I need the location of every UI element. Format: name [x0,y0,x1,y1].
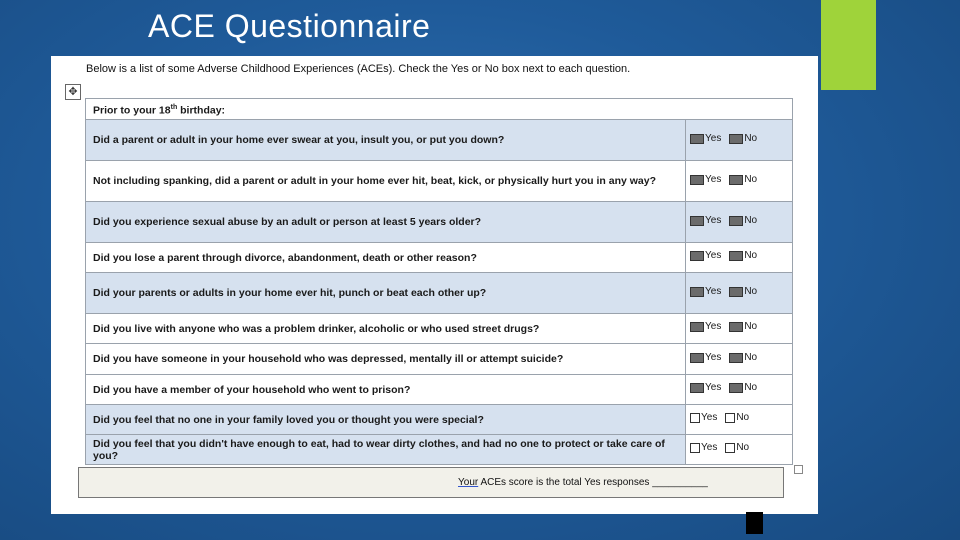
answer-cell [686,161,793,202]
yes-label: Yes [705,132,722,144]
question-row [86,202,793,243]
no-label: No [744,173,758,185]
table-header-cell [86,99,793,120]
no-label: No [744,132,758,144]
yes-option[interactable] [690,321,721,333]
no-label: No [744,214,758,226]
question-row [86,243,793,273]
yes-label: Yes [705,173,722,185]
no-option[interactable] [729,133,757,145]
question-text: Did you live with anyone who was a problem drinker, alcoholic or who used street drugs? [86,314,686,344]
no-checkbox[interactable] [725,413,735,423]
yes-option[interactable] [690,382,721,394]
yes-label: Yes [705,250,722,261]
score-box [78,467,784,498]
question-row [86,161,793,202]
yes-checkbox[interactable] [690,134,704,144]
yes-option[interactable] [690,215,721,227]
yes-option[interactable] [690,286,721,298]
question-row [86,375,793,405]
no-checkbox[interactable] [729,353,743,363]
table-header-row [86,99,793,120]
yes-checkbox[interactable] [690,413,700,423]
yes-label: Yes [705,351,722,363]
header-suffix: birthday: [177,104,226,117]
yes-checkbox[interactable] [690,443,700,453]
question-text: Did you have someone in your household who was depressed, mentally ill or attempt suicide? [86,344,686,375]
yes-checkbox[interactable] [690,353,704,363]
question-row [86,435,793,465]
no-option[interactable] [725,442,749,454]
questionnaire-document [51,56,818,514]
yes-option[interactable] [690,174,721,186]
question-row [86,314,793,344]
question-row [86,344,793,375]
answer-cell [686,314,793,344]
answer-cell [686,375,793,405]
yes-checkbox[interactable] [690,216,704,226]
header-prefix: Prior to your 18 [93,104,171,117]
no-option[interactable] [729,215,757,227]
no-checkbox[interactable] [729,251,743,261]
yes-checkbox[interactable] [690,251,704,261]
yes-label: Yes [701,442,718,453]
yes-checkbox[interactable] [690,383,704,393]
no-checkbox[interactable] [729,287,743,297]
question-text: Did you feel that no one in your family loved you or thought you were special? [86,405,686,435]
yes-option[interactable] [690,133,721,145]
score-text [458,477,708,488]
yes-label: Yes [705,321,722,332]
no-label: No [736,412,750,423]
questionnaire-table [85,98,793,465]
question-text: Not including spanking, did a parent or adult in your home ever hit, beat, kick, or physically hurt you in any way? [86,161,686,202]
no-checkbox[interactable] [729,383,743,393]
yes-checkbox[interactable] [690,287,704,297]
no-label: No [744,351,758,363]
question-row [86,273,793,314]
no-option[interactable] [729,352,757,364]
question-text: Did you feel that you didn't have enough to eat, had to wear dirty clothes, and had no one to protect or take care of you? [86,435,686,465]
yes-option[interactable] [690,442,717,454]
yes-label: Yes [705,214,722,226]
no-checkbox[interactable] [729,175,743,185]
black-marker [746,512,763,534]
no-label: No [744,382,758,393]
yes-option[interactable] [690,352,721,364]
header-sup: th [170,103,178,111]
slide-title: ACE Questionnaire [148,8,431,44]
no-checkbox[interactable] [729,216,743,226]
score-prefix: Your [458,477,479,488]
yes-label: Yes [705,285,722,297]
answer-cell [686,273,793,314]
no-option[interactable] [729,321,757,333]
answer-cell [686,120,793,161]
yes-checkbox[interactable] [690,322,704,332]
yes-checkbox[interactable] [690,175,704,185]
no-option[interactable] [729,286,757,298]
intro-text: Below is a list of some Adverse Childhood Experiences (ACEs). Check the Yes or No box next to each question. [86,63,631,75]
score-suffix: ACEs score is the total Yes responses __________ [478,477,708,488]
accent-bar [821,0,876,90]
no-option[interactable] [729,382,757,394]
question-text: Did you lose a parent through divorce, abandonment, death or other reason? [86,243,686,273]
no-option[interactable] [725,412,749,424]
no-checkbox[interactable] [725,443,735,453]
resize-handle[interactable] [794,465,803,474]
no-option[interactable] [729,174,757,186]
question-row [86,120,793,161]
answer-cell [686,344,793,375]
answer-cell [686,243,793,273]
yes-label: Yes [705,382,722,393]
question-text: Did a parent or adult in your home ever swear at you, insult you, or put you down? [86,120,686,161]
no-label: No [744,250,758,261]
no-checkbox[interactable] [729,322,743,332]
move-handle-icon[interactable]: ✥ [65,84,81,100]
question-text: Did you experience sexual abuse by an adult or person at least 5 years older? [86,202,686,243]
question-text: Did your parents or adults in your home ever hit, punch or beat each other up? [86,273,686,314]
no-label: No [744,285,758,297]
no-label: No [736,442,750,453]
question-row [86,405,793,435]
yes-option[interactable] [690,250,721,262]
question-text: Did you have a member of your household who went to prison? [86,375,686,405]
answer-cell [686,435,793,465]
no-option[interactable] [729,250,757,262]
answer-cell [686,405,793,435]
yes-option[interactable] [690,412,717,424]
no-checkbox[interactable] [729,134,743,144]
answer-cell [686,202,793,243]
no-label: No [744,321,758,332]
yes-label: Yes [701,412,718,423]
